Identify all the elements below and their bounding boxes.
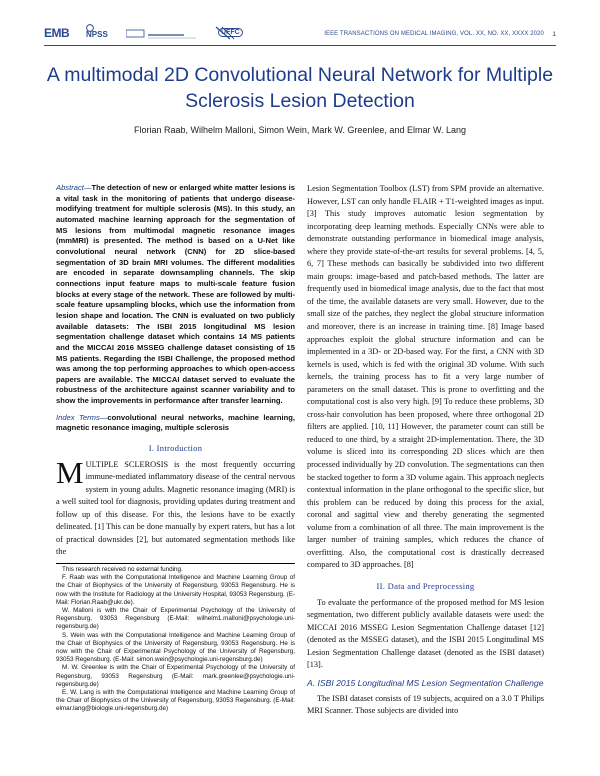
- footnote: W. Malloni is with the Chair of Experimental Psychology of the University of Regensburg, 93053 Regensburg (E-Mail: wilhelm1.malloni@psychologie.uni-regensburg.de): [56, 607, 295, 631]
- dropcap: M: [56, 454, 84, 490]
- emb-logo: EMB: [44, 26, 70, 40]
- footnote: F. Raab was with the Computational Intelligence and Machine Learning Group of the Chair of Biophysics of the University of Regensburg, 93053 Regensburg. He is now with the Institute for Radiology at the University Hospital, 93053 Regensburg. (E-Mail: Florian.Raab@ukr.de).: [56, 574, 295, 606]
- left-column: [56, 183, 295, 714]
- footnote: M. W. Greenlee is with the Chair of Experimental Psychology of the University of Regensburg, 93053 Regensburg (E-Mail: mark.greenlee@psychologie.uni-regensburg.de): [56, 664, 295, 688]
- footnote: S. Wein was with the Computational Intelligence and Machine Learning Group of the Chair of Biophysics of the University of Regensburg, 93053 Regensburg. He is now with the Chair of Experimental Psychology of the University of Regensburg, 93053 Regensburg. (E-Mail: simon.wein@psychologie.uni-regensburg.de): [56, 631, 295, 664]
- running-header: EMB NPSS UFFC IEEE TRANSACTIONS ON MEDICAL IMAGING, VOL. XX, NO. XX, XXXX 2020 1: [44, 24, 556, 44]
- right-column: [307, 183, 544, 718]
- header-rule: [44, 45, 556, 46]
- intro-text: is the most frequently occurring immune-mediated inflammatory disease of the central nervous system in young adults. Magnetic resonance imaging (MRI) is a well suited tool for diagnosis, providing updates during treatment and follow up of this disease. For this, the lesions have to be exactly delineated. [1] This can be done manually by expert raters, but has a lot of practical downsides [2], but automated segmentation methods like the: [56, 459, 295, 557]
- subsection-heading-isbi: A. ISBI 2015 Longitudinal MS Lesion Segmentation Challenge: [307, 677, 544, 688]
- intro-first-word: ULTIPLE SCLEROSIS: [85, 459, 169, 469]
- body-paragraph: To evaluate the performance of the proposed method for MS lesion segmentation, two different publicly available datasets were used: the MICCAI 2016 MSSEG Lesion Segmentation Challenge dataset [12] (denoted as the MSSEG dataset), and the ISBI 2015 Longitudinal MS Lesion Segmentation Challenge dataset (denoted as the ISBI dataset) [13].: [307, 597, 544, 670]
- footnote: This research received no external funding.: [62, 566, 183, 574]
- body-paragraph: The ISBI dataset consists of 19 subjects, acquired on a 3.0 T Philips MRI Scanner. Those subjects are divided into: [307, 693, 544, 716]
- index-terms: [56, 413, 295, 434]
- index-terms-label: Index Terms—: [56, 412, 108, 422]
- section-heading-data: II. Data and Preprocessing: [376, 580, 475, 591]
- index-terms-text: convolutional neural networks, machine learning, magnetic resonance imaging, multiple sclerosis: [56, 412, 295, 433]
- abstract-label: Abstract—: [56, 183, 92, 192]
- intro-paragraph: [56, 454, 295, 559]
- footnotes: [56, 563, 295, 714]
- running-head-text: IEEE TRANSACTIONS ON MEDICAL IMAGING, VOL. XX, NO. XX, XXXX 2020: [324, 31, 544, 37]
- footnote: E. W. Lang is with the Computational Intelligence and Machine Learning Group of the Chair of Biophysics of the University of Regensburg, 93053 Regensburg. (E-Mail: elmar.lang@biologie.uni-regensburg.de): [56, 689, 295, 713]
- abstract: [56, 183, 295, 407]
- author-list: Florian Raab, Wilhelm Malloni, Simon Wein, Mark W. Greenlee, and Elmar W. Lang: [134, 125, 466, 135]
- body-paragraph: Lesion Segmentation Toolbox (LST) from SPM provide an alternative. However, LST can only handle FLAIR + T1-weighted images as input. [3] This study improves automatic lesion segmentation by incorporating deep learning methods. Especially CNNs were able to demonstrate outstanding performance in biomedical image analysis, where they provide state-of-the-art results for several problems. [4, 5, 6, 7] These methods can basically be subdivided into two different main groups: image-based and patch-based methods. The latter are frequently used in biomedical image analysis, due to the fact that most of the time, the available datasets are very small. However, due to the small size of the patches, they neglect the global structure information and moreover, there is an increase in training time. [8] Image based approaches exploit the global structure information and can be implemented in a 3D- or 2D-based way. For the first, a CNN with 3D kernels is used, which is fed with the original 3D volume. With such kernels, the training process has to fit a very large number of parameters on the small dataset. This is prone to overfitting and the computational cost is also very high. [9] To reduce these problems, 3D cross-hair convolution has been proposed, where three orthogonal 2D filters are applied. [10, 11] However, the parameter count can still be reduced to one third, by a straight 2D-implementation. There, the 3D volume is sliced into its corresponding 2D slices which are then processed individually by 2D convolution. The segmentations can then be stacked together to form a 3D volume again. This approach neglects contextual information in the plane orthogonal to the specific slice, but this problem can be reduced by doing this process for the axial, coronal and sagittal view and thereby generating the segmented volume from a combination of all three. The main improvement is the larger number of training samples, which reduces the chance of overfitting. Also, the computational cost is drastically decreased compared to 3D approaches. [8]: [307, 184, 544, 570]
- uffc-logo: UFFC: [218, 28, 243, 37]
- section-heading-introduction: I. Introduction: [148, 443, 203, 454]
- page-number: 1: [552, 31, 556, 38]
- abstract-text: The detection of new or enlarged white matter lesions is a vital task in the monitoring of patients that undergo disease-modifying treatment for multiple sclerosis (MS). In this study, an automated machine learning approach for the segmentation of MS lesions from multimodal magnetic resonance images (mmMRI) is presented. The method is based on a U-Net like convolutional neural network (CNN) for 2D slice-based segmentation of 3D brain MRI volumes. The different modalities are encoded in separate downsampling channels. The skip connections input feature maps to multi-scale feature fusion blocks at every stage of the network. These are followed by multi-scale feature upsampling blocks, which use the information from lesion shape and location. The CNN is evaluated on two publicly available datasets: The ISBI 2015 longitudinal MS lesion segmentation challenge dataset which contains 14 MS patients and the MICCAI 2016 MSSEG challenge dataset consisting of 15 MS patients. Regarding the ISBI Challenge, the proposed method was among the top performing approaches to which open-access papers are available. The MICCAI dataset served to evaluate the robustness of the architecture against scanner variability and to show the improvements in performance after transfer learning.: [56, 183, 295, 406]
- paper-title: A multimodal 2D Convolutional Neural Network for Multiple Sclerosis Lesion Detection: [46, 64, 554, 112]
